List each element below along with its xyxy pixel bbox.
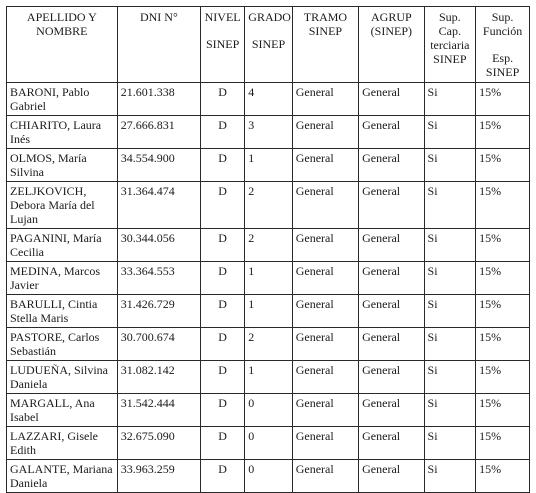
cell-cap: Si: [424, 182, 476, 229]
table-row: [7, 182, 530, 229]
cell-nombre: OLMOS, María Silvina: [7, 149, 118, 182]
table-row: [7, 116, 530, 149]
cell-dni: 34.554.900: [117, 149, 200, 182]
cell-nombre: PAGANINI, María Cecilia: [7, 229, 118, 262]
cell-nombre: MEDINA, Marcos Javier: [7, 262, 118, 295]
table-row: [7, 295, 530, 328]
header-nivel: NIVEL SINEP: [201, 7, 245, 83]
cell-cap: Si: [424, 460, 476, 493]
cell-fun: 15%: [476, 262, 530, 295]
cell-nivel: D: [201, 328, 245, 361]
cell-cap: Si: [424, 83, 476, 116]
cell-dni: 30.700.674: [117, 328, 200, 361]
table-row: [7, 427, 530, 460]
cell-grado: 1: [245, 361, 292, 394]
cell-fun: 15%: [476, 427, 530, 460]
cell-cap: Si: [424, 116, 476, 149]
cell-cap: Si: [424, 328, 476, 361]
cell-grado: 3: [245, 116, 292, 149]
cell-fun: 15%: [476, 460, 530, 493]
header-agrup: AGRUP (SINEP): [359, 7, 424, 83]
cell-grado: 0: [245, 460, 292, 493]
cell-nombre: LAZZARI, Gisele Edith: [7, 427, 118, 460]
table-row: [7, 83, 530, 116]
cell-nivel: D: [201, 460, 245, 493]
cell-cap: Si: [424, 295, 476, 328]
cell-agrup: General: [359, 328, 424, 361]
cell-dni: 30.344.056: [117, 229, 200, 262]
cell-nivel: D: [201, 427, 245, 460]
cell-dni: 32.675.090: [117, 427, 200, 460]
cell-nivel: D: [201, 394, 245, 427]
cell-tramo: General: [292, 116, 358, 149]
cell-grado: 0: [245, 427, 292, 460]
cell-fun: 15%: [476, 394, 530, 427]
cell-agrup: General: [359, 361, 424, 394]
cell-grado: 1: [245, 295, 292, 328]
cell-dni: 27.666.831: [117, 116, 200, 149]
cell-nivel: D: [201, 295, 245, 328]
cell-tramo: General: [292, 83, 358, 116]
cell-tramo: General: [292, 149, 358, 182]
cell-nombre: LUDUEÑA, Silvina Daniela: [7, 361, 118, 394]
cell-tramo: General: [292, 328, 358, 361]
cell-tramo: General: [292, 460, 358, 493]
staff-table: [6, 6, 530, 493]
table-header: [7, 7, 530, 83]
cell-grado: 0: [245, 394, 292, 427]
header-nombre: APELLIDO Y NOMBRE: [7, 7, 118, 83]
table-body: [7, 83, 530, 493]
table-row: [7, 328, 530, 361]
cell-grado: 1: [245, 149, 292, 182]
cell-fun: 15%: [476, 149, 530, 182]
cell-agrup: General: [359, 229, 424, 262]
cell-cap: Si: [424, 427, 476, 460]
header-grado: GRADO SINEP: [245, 7, 292, 83]
cell-nombre: CHIARITO, Laura Inés: [7, 116, 118, 149]
cell-nombre: GALANTE, Mariana Daniela: [7, 460, 118, 493]
header-dni: DNI N°: [117, 7, 200, 83]
cell-nivel: D: [201, 182, 245, 229]
header-fun: Sup. Función Esp. SINEP: [476, 7, 530, 83]
cell-agrup: General: [359, 116, 424, 149]
cell-nombre: PASTORE, Carlos Sebastián: [7, 328, 118, 361]
cell-agrup: General: [359, 149, 424, 182]
cell-cap: Si: [424, 361, 476, 394]
cell-fun: 15%: [476, 116, 530, 149]
header-tramo: TRAMO SINEP: [292, 7, 358, 83]
table-row: [7, 229, 530, 262]
cell-nombre: MARGALL, Ana Isabel: [7, 394, 118, 427]
cell-agrup: General: [359, 427, 424, 460]
cell-nivel: D: [201, 116, 245, 149]
cell-agrup: General: [359, 394, 424, 427]
header-cap: Sup. Cap. terciaria SINEP: [424, 7, 476, 83]
cell-tramo: General: [292, 295, 358, 328]
cell-nivel: D: [201, 83, 245, 116]
cell-grado: 4: [245, 83, 292, 116]
cell-nivel: D: [201, 361, 245, 394]
cell-grado: 1: [245, 262, 292, 295]
cell-nivel: D: [201, 149, 245, 182]
cell-agrup: General: [359, 460, 424, 493]
cell-fun: 15%: [476, 361, 530, 394]
cell-agrup: General: [359, 295, 424, 328]
table-row: [7, 149, 530, 182]
cell-tramo: General: [292, 262, 358, 295]
cell-cap: Si: [424, 229, 476, 262]
cell-dni: 33.364.553: [117, 262, 200, 295]
table-row: [7, 394, 530, 427]
cell-nombre: BARONI, Pablo Gabriel: [7, 83, 118, 116]
cell-nombre: ZELJKOVICH, Debora María del Lujan: [7, 182, 118, 229]
cell-cap: Si: [424, 149, 476, 182]
cell-grado: 2: [245, 182, 292, 229]
cell-fun: 15%: [476, 295, 530, 328]
cell-dni: 31.542.444: [117, 394, 200, 427]
table-row: [7, 460, 530, 493]
cell-fun: 15%: [476, 229, 530, 262]
cell-grado: 2: [245, 229, 292, 262]
cell-dni: 31.082.142: [117, 361, 200, 394]
cell-nivel: D: [201, 229, 245, 262]
cell-agrup: General: [359, 83, 424, 116]
cell-dni: 31.426.729: [117, 295, 200, 328]
cell-fun: 15%: [476, 328, 530, 361]
cell-cap: Si: [424, 262, 476, 295]
cell-dni: 33.963.259: [117, 460, 200, 493]
cell-agrup: General: [359, 182, 424, 229]
cell-agrup: General: [359, 262, 424, 295]
cell-tramo: General: [292, 394, 358, 427]
cell-nombre: BARULLI, Cintia Stella Maris: [7, 295, 118, 328]
cell-tramo: General: [292, 182, 358, 229]
cell-fun: 15%: [476, 83, 530, 116]
cell-dni: 21.601.338: [117, 83, 200, 116]
cell-tramo: General: [292, 427, 358, 460]
header-row: [7, 7, 530, 83]
cell-grado: 2: [245, 328, 292, 361]
cell-dni: 31.364.474: [117, 182, 200, 229]
cell-fun: 15%: [476, 182, 530, 229]
cell-nivel: D: [201, 262, 245, 295]
cell-tramo: General: [292, 361, 358, 394]
table-row: [7, 361, 530, 394]
cell-cap: Si: [424, 394, 476, 427]
table-row: [7, 262, 530, 295]
cell-tramo: General: [292, 229, 358, 262]
